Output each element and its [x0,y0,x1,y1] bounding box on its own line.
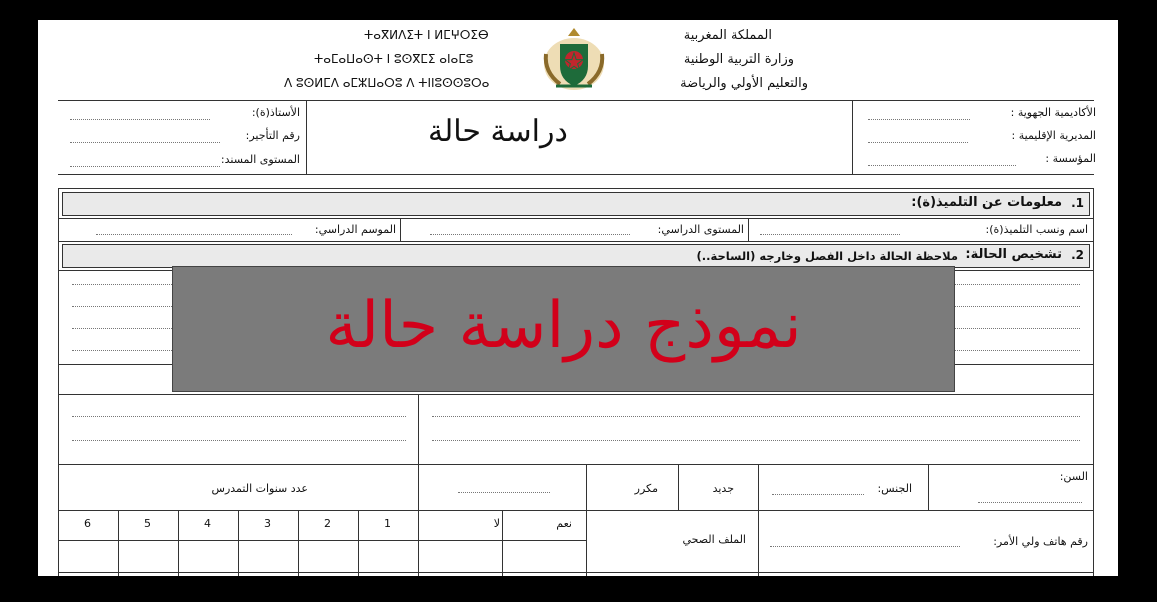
info-divider-left [306,100,307,174]
number-3: 3 [264,517,271,530]
directorate-label: المديرية الإقليمية : [1011,129,1096,142]
age-label: السن: [1059,470,1088,483]
form-title: دراسة حالة [428,114,568,149]
morocco-emblem-icon [538,26,610,94]
info-divider-right [852,100,853,174]
title-banner [172,266,955,392]
section-1-title: معلومات عن التلميذ(ة): [911,195,1062,210]
section-2-title: تشخيص الحالة: [965,247,1062,262]
number-6: 6 [84,517,91,530]
section-2-subtitle: ملاحظة الحالة داخل الفصل وخارجه (الساحة..) [696,249,958,263]
study-level-label: المستوى الدراسي: [657,223,744,236]
number-5: 5 [144,517,151,530]
no-label: لا [493,517,500,530]
number-1: 1 [384,517,391,530]
new-label: جديد [712,482,734,495]
repeat-label: مكرر [634,482,658,495]
yes-label: نعم [556,517,572,530]
section-2-number: 2. [1071,248,1084,262]
number-2: 2 [324,517,331,530]
assigned-level-label: المستوى المسند: [220,153,300,166]
payroll-label: رقم التأجير: [245,129,300,142]
tifinagh-line-3: ⴷ ⵓⵙⵍⵎⴷ ⴰⵎⵣⵡⴰⵔⵓ ⴷ ⵜⵏⵏⵓⵙⵙⵓⵔⴰ [284,76,490,90]
teacher-label: الأستاذ(ة): [251,106,300,119]
student-name-label: اسم ونسب التلميذ(ة): [985,223,1088,236]
schooling-years-label: عدد سنوات التمدرس [211,482,308,495]
guardian-phone-label: رقم هاتف ولي الأمر: [993,535,1088,548]
tifinagh-line-1: ⵜⴰⴳⵍⴷⵉⵜ ⵏ ⵍⵎⵖⵔⵉⴱ [364,28,489,42]
ministry-line-3: والتعليم الأولي والرياضة [680,76,808,91]
institution-label: المؤسسة : [1045,152,1096,165]
school-year-label: الموسم الدراسي: [314,223,396,236]
academy-label: الأكاديمية الجهوية : [1010,106,1096,119]
number-4: 4 [204,517,211,530]
tifinagh-line-2: ⵜⴰⵎⴰⵡⴰⵙⵜ ⵏ ⵓⵙⴳⵎⵉ ⴰⵏⴰⵎⵓ [314,52,474,66]
info-top-line [58,100,1094,101]
case-study-form [38,20,1118,576]
health-file-label: الملف الصحي [682,533,746,546]
info-bottom-line [58,174,1094,175]
gender-label: الجنس: [877,482,912,495]
ministry-line-1: المملكة المغربية [683,28,772,43]
section-1-number: 1. [1071,196,1084,210]
ministry-line-2: وزارة التربية الوطنية [683,52,794,67]
banner-title: نموذج دراسة حالة [325,289,802,363]
